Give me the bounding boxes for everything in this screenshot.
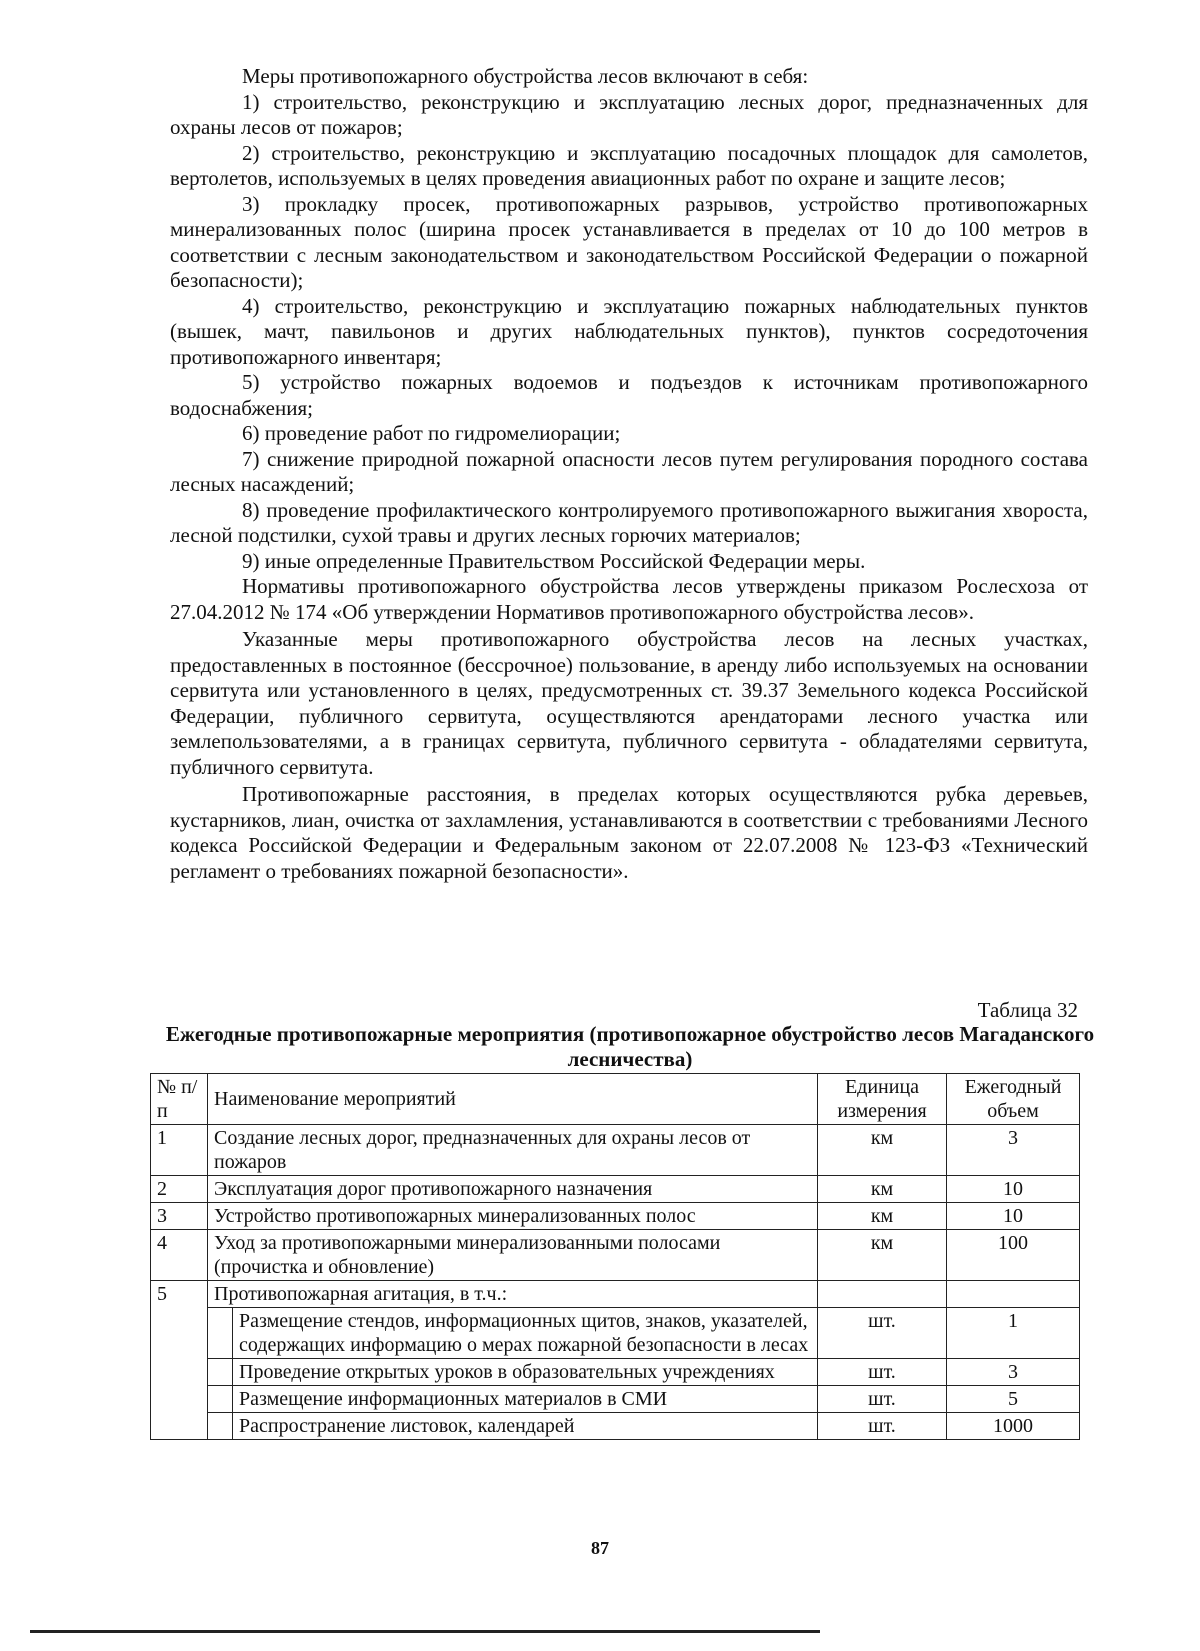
subrow-unit: шт. [818, 1413, 947, 1440]
list-item-8: 8) проведение профилактического контролируемого противопожарного выжигания хвороста, лесной подстилки, сухой травы и других лесных горючих материалов; [170, 497, 1088, 547]
header-volume: Ежегодный объем [947, 1074, 1080, 1125]
row-name: Создание лесных дорог, предназначенных для охраны лесов от пожаров [208, 1125, 818, 1176]
row-volume: 10 [947, 1203, 1080, 1230]
distances-paragraph: Противопожарные расстояния, в пределах которых осуществляются рубка деревьев, кустарников, лиан, очистка от захламления, устанавливаются в соответствии с требованиями Лесного кодекса Российской Федерации и Федеральным законом от 22.07.2008 № 123-ФЗ «Технический регламент о требованиях пожарной безопасности». [170, 782, 1088, 883]
row-name: Противопожарная агитация, в т.ч.: [208, 1281, 818, 1308]
row-volume: 3 [947, 1125, 1080, 1176]
list-item-2: 2) строительство, реконструкцию и эксплуатацию посадочных площадок для самолетов, вертолетов, используемых в целях проведения авиационных работ по охране и защите лесов; [170, 140, 1088, 190]
subrow-volume: 1 [947, 1308, 1080, 1359]
row-num: 2 [151, 1176, 208, 1203]
row-volume: 100 [947, 1230, 1080, 1281]
list-item-9: 9) иные определенные Правительством Российской Федерации меры. [242, 548, 866, 573]
table-row [151, 1176, 1080, 1203]
table-subrow [151, 1308, 1080, 1359]
subrow-name: Размещение информационных материалов в СМИ [233, 1386, 818, 1413]
subrow-name: Распространение листовок, календарей [233, 1413, 818, 1440]
list-item-6: 6) проведение работ по гидромелиорации; [242, 421, 621, 445]
table-row [151, 1125, 1080, 1176]
subrow-name: Размещение стендов, информационных щитов, знаков, указателей, содержащих информацию о мерах пожарной безопасности в лесах [233, 1308, 818, 1359]
list-item-4: 4) строительство, реконструкцию и эксплуатацию пожарных наблюдательных пунктов (вышек, мачт, павильонов и других наблюдательных пунктов), пунктов сосредоточения противопожарного инвентаря; [170, 293, 1088, 369]
subrow-indent [208, 1413, 233, 1440]
row-num: 3 [151, 1203, 208, 1230]
row-name: Устройство противопожарных минерализованных полос [208, 1203, 818, 1230]
list-item-7: 7) снижение природной пожарной опасности лесов путем регулирования породного состава лесных насаждений; [170, 446, 1088, 496]
subrow-name: Проведение открытых уроков в образовательных учреждениях [233, 1359, 818, 1386]
table-row [151, 1230, 1080, 1281]
row-unit: км [818, 1230, 947, 1281]
normatives-paragraph: Нормативы противопожарного обустройства лесов утверждены приказом Рослесхоза от 27.04.2012 № 174 «Об утверждении Нормативов противопожарного обустройства лесов». [170, 574, 1088, 624]
row-unit [818, 1281, 947, 1308]
header-num: № п/п [151, 1074, 208, 1125]
page-number: 87 [591, 1538, 609, 1558]
row-name: Уход за противопожарными минерализованными полосами (прочистка и обновление) [208, 1230, 818, 1281]
table-row [151, 1281, 1080, 1308]
scan-edge-rule [30, 1630, 820, 1633]
table-title: Ежегодные противопожарные мероприятия (противопожарное обустройство лесов Магаданского лесничества) [165, 1022, 1095, 1071]
table-caption: Таблица 32 [977, 998, 1078, 1022]
table-subrow [151, 1413, 1080, 1440]
list-item-3: 3) прокладку просек, противопожарных разрывов, устройство противопожарных минерализованных полос (ширина просек устанавливается в пределах от 10 до 100 метров в соответствии с лесным законодательством и законодательством Российской Федерации о пожарной безопасности); [170, 191, 1088, 292]
subrow-indent [208, 1359, 233, 1386]
body-text [170, 64, 1088, 884]
subrow-volume: 1000 [947, 1413, 1080, 1440]
intro-paragraph: Меры противопожарного обустройства лесов включают в себя: [242, 64, 809, 88]
measures-paragraph: Указанные меры противопожарного обустройства лесов на лесных участках, предоставленных в постоянное (бессрочное) пользование, в аренду либо используемых на основании сервитута или установленного в целях, предусмотренных ст. 39.37 Земельного кодекса Российской Федерации, публичного сервитута, осуществляются арендаторами лесного участка или землепользователями, а в границах сервитута, публичного сервитута - обладателями сервитута, публичного сервитута. [170, 627, 1088, 779]
table-header-row [151, 1074, 1080, 1125]
row-num: 1 [151, 1125, 208, 1176]
fire-measures-table [150, 1073, 1080, 1440]
row-num: 4 [151, 1230, 208, 1281]
subrow-unit: шт. [818, 1386, 947, 1413]
table-row [151, 1203, 1080, 1230]
table-subrow [151, 1359, 1080, 1386]
subrow-volume: 5 [947, 1386, 1080, 1413]
subrow-unit: шт. [818, 1308, 947, 1359]
subrow-volume: 3 [947, 1359, 1080, 1386]
subrow-indent [208, 1386, 233, 1413]
list-item-5: 5) устройство пожарных водоемов и подъездов к источникам противопожарного водоснабжения; [170, 370, 1088, 420]
row-num: 5 [151, 1281, 208, 1440]
subrow-indent [208, 1308, 233, 1359]
table-subrow [151, 1386, 1080, 1413]
subrow-unit: шт. [818, 1359, 947, 1386]
header-unit: Единица измерения [818, 1074, 947, 1125]
row-name: Эксплуатация дорог противопожарного назначения [208, 1176, 818, 1203]
row-volume: 10 [947, 1176, 1080, 1203]
list-item-1: 1) строительство, реконструкцию и эксплуатацию лесных дорог, предназначенных для охраны лесов от пожаров; [170, 89, 1088, 139]
row-unit: км [818, 1203, 947, 1230]
row-unit: км [818, 1176, 947, 1203]
row-unit: км [818, 1125, 947, 1176]
header-name: Наименование мероприятий [208, 1074, 818, 1125]
row-volume [947, 1281, 1080, 1308]
